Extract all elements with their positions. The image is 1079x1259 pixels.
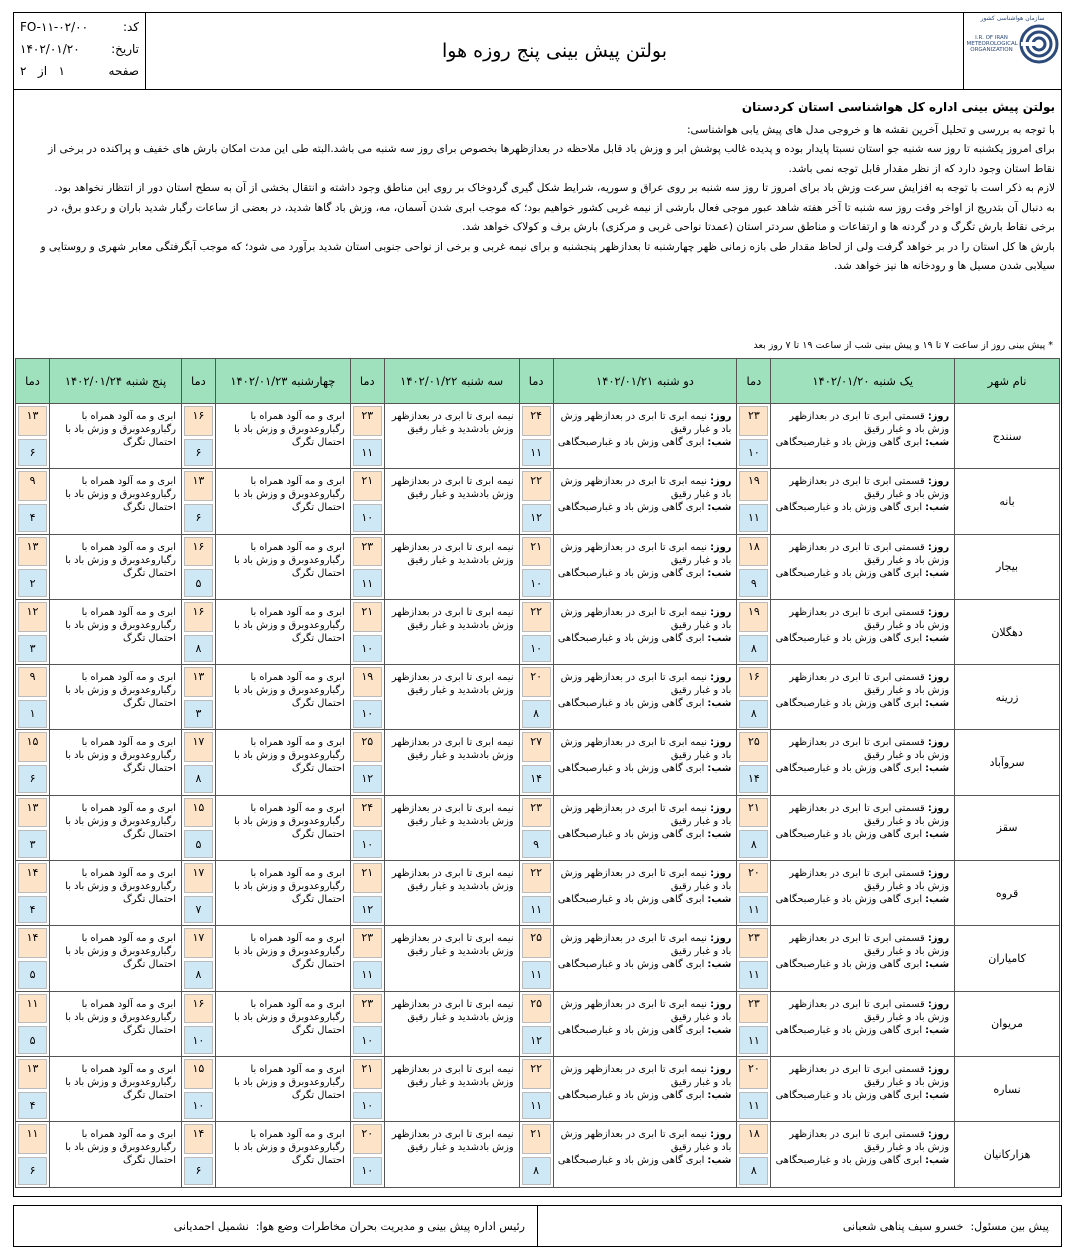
forecast-desc: ابری و مه آلود همراه با رگباروعدوبرق و وزش باد با احتمال تگرگ bbox=[234, 541, 345, 579]
min-temp: ۱۰ bbox=[522, 569, 551, 597]
forecast-desc: روز: قسمتی ابری تا ابری در بعدازظهر وزش باد و غبار رقیق شب: ابری گاهی وزش باد و غبارصبحگاهی bbox=[775, 672, 950, 710]
max-temp: ۱۶ bbox=[184, 537, 213, 567]
col-temp: دما bbox=[16, 359, 50, 404]
forecast-desc: ابری و مه آلود همراه با رگباروعدوبرق و وزش باد با احتمال تگرگ bbox=[65, 476, 176, 514]
max-temp: ۱۷ bbox=[184, 732, 213, 762]
city-name: زرینه bbox=[955, 665, 1060, 730]
col-day4: چهارشنبه ۱۴۰۲/۰۱/۲۳ bbox=[215, 359, 350, 404]
forecast-desc: روز: نیمه ابری تا ابری در بعدازظهر وزش باد و غبار رقیق شب: ابری گاهی وزش باد و غبارصبحگاهی bbox=[557, 1063, 732, 1101]
forecast-desc: روز: نیمه ابری تا ابری در بعدازظهر وزش باد و غبار رقیق شب: ابری گاهی وزش باد و غبارصبحگاهی bbox=[557, 737, 732, 775]
max-temp: ۱۸ bbox=[739, 1124, 768, 1154]
max-temp: ۱۶ bbox=[184, 602, 213, 632]
min-temp: ۸ bbox=[739, 1157, 768, 1185]
col-city: نام شهر bbox=[955, 359, 1060, 404]
min-temp: ۱۲ bbox=[522, 1026, 551, 1054]
forecast-desc: روز: نیمه ابری تا ابری در بعدازظهر وزش باد و غبار رقیق شب: ابری گاهی وزش باد و غبارصبحگاهی bbox=[557, 541, 732, 579]
min-temp: ۱۱ bbox=[739, 504, 768, 532]
forecast-desc: روز: قسمتی ابری تا ابری در بعدازظهر وزش باد و غبار رقیق شب: ابری گاهی وزش باد و غبارصبحگاهی bbox=[775, 737, 950, 775]
max-temp: ۱۴ bbox=[18, 863, 47, 893]
min-temp: ۱۴ bbox=[739, 765, 768, 793]
max-temp: ۲۷ bbox=[522, 732, 551, 762]
max-temp: ۱۱ bbox=[18, 994, 47, 1024]
min-temp: ۱۰ bbox=[522, 635, 551, 663]
min-temp: ۱۱ bbox=[522, 1092, 551, 1120]
forecast-desc: روز: قسمتی ابری تا ابری در بعدازظهر وزش باد و غبار رقیق شب: ابری گاهی وزش باد و غبارصبحگاهی bbox=[775, 541, 950, 579]
min-temp: ۱۰ bbox=[353, 1026, 382, 1054]
min-temp: ۱۱ bbox=[522, 961, 551, 989]
city-name: دهگلان bbox=[955, 599, 1060, 664]
col-day1: یک شنبه ۱۴۰۲/۰۱/۲۰ bbox=[771, 359, 955, 404]
max-temp: ۲۳ bbox=[522, 798, 551, 828]
min-temp: ۱۰ bbox=[184, 1026, 213, 1054]
date-label: تاریخ: bbox=[111, 42, 139, 56]
min-temp: ۶ bbox=[18, 765, 47, 793]
min-temp: ۱۰ bbox=[353, 830, 382, 858]
forecast-desc: نیمه ابری تا ابری در بعدازظهر وزش بادشدید و غبار رقیق bbox=[391, 998, 514, 1023]
min-temp: ۸ bbox=[739, 635, 768, 663]
forecast-desc: ابری و مه آلود همراه با رگباروعدوبرق و وزش باد با احتمال تگرگ bbox=[65, 672, 176, 710]
forecast-desc: نیمه ابری تا ابری در بعدازظهر وزش بادشدید و غبار رقیق bbox=[391, 476, 514, 501]
max-temp: ۱۳ bbox=[184, 667, 213, 697]
paragraph: به دنبال آن بتدریج از اواخر وقت روز سه شنبه تا آخر هفته شاهد عبور موجی فعال بارشی از نیمه غربی کشور خواهیم بود؛ که موجب ابری شدن آسمان، مه، وزش باد گاها شدید، در بعضی از ساعات رگبار شدید باران و رعدو برق، در برخی نقاط بارش تگرگ و در گردنه ها و ارتفاعات و مناطق سردتر استان (عمدتا نواحی غربی و مرکزی) بارش برف و کولاک خواهد شد. bbox=[47, 201, 1055, 233]
min-temp: ۱۲ bbox=[353, 896, 382, 924]
max-temp: ۱۴ bbox=[18, 928, 47, 958]
min-temp: ۵ bbox=[18, 1026, 47, 1054]
max-temp: ۱۳ bbox=[18, 798, 47, 828]
min-temp: ۱۰ bbox=[353, 635, 382, 663]
forecast-desc: نیمه ابری تا ابری در بعدازظهر وزش بادشدید و غبار رقیق bbox=[391, 672, 514, 697]
min-temp: ۸ bbox=[739, 700, 768, 728]
min-temp: ۱۰ bbox=[739, 439, 768, 467]
forecast-desc: ابری و مه آلود همراه با رگباروعدوبرق و وزش باد با احتمال تگرگ bbox=[234, 476, 345, 514]
forecast-desc: ابری و مه آلود همراه با رگباروعدوبرق و وزش باد با احتمال تگرگ bbox=[234, 411, 345, 448]
logo-en-text: I.R. OF IRAN METEOROLOGICAL ORGANIZATION bbox=[966, 35, 1018, 53]
max-temp: ۱۵ bbox=[18, 732, 47, 762]
max-temp: ۲۳ bbox=[739, 994, 768, 1024]
min-temp: ۸ bbox=[184, 635, 213, 663]
table-row bbox=[16, 665, 1060, 730]
min-temp: ۶ bbox=[184, 504, 213, 532]
forecast-desc: ابری و مه آلود همراه با رگباروعدوبرق و وزش باد با احتمال تگرگ bbox=[234, 998, 345, 1036]
city-name: کامیاران bbox=[955, 926, 1060, 991]
max-temp: ۲۵ bbox=[522, 994, 551, 1024]
min-temp: ۱۰ bbox=[353, 1157, 382, 1185]
max-temp: ۱۱ bbox=[18, 1124, 47, 1154]
forecast-desc: ابری و مه آلود همراه با رگباروعدوبرق و وزش باد با احتمال تگرگ bbox=[65, 606, 176, 644]
forecast-table bbox=[15, 358, 1060, 1188]
forecast-desc: نیمه ابری تا ابری در بعدازظهر وزش بادشدید و غبار رقیق bbox=[391, 933, 514, 958]
forecast-desc: نیمه ابری تا ابری در بعدازظهر وزش بادشدید و غبار رقیق bbox=[391, 737, 514, 762]
max-temp: ۱۳ bbox=[18, 406, 47, 436]
bulletin-heading: بولتن پیش بینی اداره کل هواشناسی استان کردستان bbox=[741, 100, 1055, 114]
col-temp: دما bbox=[181, 359, 215, 404]
max-temp: ۲۴ bbox=[353, 798, 382, 828]
forecast-desc: روز: قسمتی ابری تا ابری در بعدازظهر وزش باد و غبار رقیق شب: ابری گاهی وزش باد و غبارصبحگاهی bbox=[775, 868, 950, 906]
forecast-desc: روز: نیمه ابری تا ابری در بعدازظهر وزش باد و غبار رقیق شب: ابری گاهی وزش باد و غبارصبحگاهی bbox=[557, 476, 732, 514]
min-temp: ۱۱ bbox=[522, 439, 551, 467]
bulletin-body bbox=[13, 90, 1062, 1197]
forecast-desc: روز: قسمتی ابری تا ابری در بعدازظهر وزش باد و غبار رقیق شب: ابری گاهی وزش باد و غبارصبحگاهی bbox=[775, 1129, 950, 1167]
max-temp: ۹ bbox=[18, 471, 47, 501]
min-temp: ۱۰ bbox=[353, 700, 382, 728]
max-temp: ۱۳ bbox=[184, 471, 213, 501]
col-temp: دما bbox=[350, 359, 384, 404]
max-temp: ۱۵ bbox=[184, 798, 213, 828]
code-value: FO-۱۱-۰۲/۰۰ bbox=[20, 20, 89, 34]
forecast-desc: ابری و مه آلود همراه با رگباروعدوبرق و وزش باد با احتمال تگرگ bbox=[65, 868, 176, 906]
city-name: بیجار bbox=[955, 534, 1060, 599]
forecast-desc: ابری و مه آلود همراه با رگباروعدوبرق و وزش باد با احتمال تگرگ bbox=[65, 411, 176, 448]
max-temp: ۱۶ bbox=[184, 406, 213, 436]
max-temp: ۱۴ bbox=[184, 1124, 213, 1154]
min-temp: ۴ bbox=[18, 896, 47, 924]
table-header-row bbox=[16, 359, 1060, 404]
max-temp: ۲۵ bbox=[739, 732, 768, 762]
forecast-desc: ابری و مه آلود همراه با رگباروعدوبرق و وزش باد با احتمال تگرگ bbox=[234, 868, 345, 906]
col-temp: دما bbox=[519, 359, 553, 404]
forecast-desc: روز: قسمتی ابری تا ابری در بعدازظهر وزش باد و غبار رقیق شب: ابری گاهی وزش باد و غبارصبحگاهی bbox=[775, 411, 950, 448]
forecast-desc: ابری و مه آلود همراه با رگباروعدوبرق و وزش باد با احتمال تگرگ bbox=[234, 672, 345, 710]
col-temp: دما bbox=[737, 359, 771, 404]
max-temp: ۲۲ bbox=[522, 863, 551, 893]
forecast-desc: روز: قسمتی ابری تا ابری در بعدازظهر وزش باد و غبار رقیق شب: ابری گاهی وزش باد و غبارصبحگاهی bbox=[775, 802, 950, 840]
table-row bbox=[16, 991, 1060, 1056]
min-temp: ۱۱ bbox=[353, 961, 382, 989]
forecaster-signature: پیش بین مسئول: خسرو سیف پناهی شعبانی bbox=[537, 1206, 1061, 1246]
max-temp: ۱۶ bbox=[184, 994, 213, 1024]
table-row bbox=[16, 1056, 1060, 1121]
paragraph: لازم به ذکر است با توجه به افزایش سرعت وزش باد برای امروز تا روز سه شنبه بر روی عراق و سوریه، شرایط شکل گیری گردوخاک بر روی این مناطق وجود داشته و انتقال بخشی از آن به سطح استان دور از انتظار نخواهد بود. bbox=[54, 182, 1055, 194]
paragraph: با توجه به بررسی و تحلیل آخرین نقشه ها و خروجی مدل های پیش یابی هواشناسی: bbox=[686, 123, 1055, 136]
min-temp: ۷ bbox=[184, 896, 213, 924]
forecast-desc: ابری و مه آلود همراه با رگباروعدوبرق و وزش باد با احتمال تگرگ bbox=[65, 933, 176, 971]
min-temp: ۱۱ bbox=[353, 439, 382, 467]
forecast-desc: روز: نیمه ابری تا ابری در بعدازظهر وزش باد و غبار رقیق شب: ابری گاهی وزش باد و غبارصبحگاهی bbox=[557, 1129, 732, 1167]
forecast-desc: ابری و مه آلود همراه با رگباروعدوبرق و وزش باد با احتمال تگرگ bbox=[234, 737, 345, 775]
forecaster-name: خسرو سیف پناهی شعبانی bbox=[842, 1219, 964, 1233]
forecast-desc: روز: نیمه ابری تا ابری در بعدازظهر وزش باد و غبار رقیق شب: ابری گاهی وزش باد و غبارصبحگاهی bbox=[557, 606, 732, 644]
min-temp: ۱۱ bbox=[739, 1092, 768, 1120]
chief-name: نشمیل احمدیانی bbox=[173, 1219, 249, 1233]
min-temp: ۱۰ bbox=[184, 1092, 213, 1120]
page-title: بولتن پیش بینی پنج روزه هوا bbox=[145, 13, 963, 89]
min-temp: ۳ bbox=[184, 700, 213, 728]
table-row bbox=[16, 599, 1060, 664]
forecast-desc: ابری و مه آلود همراه با رگباروعدوبرق و وزش باد با احتمال تگرگ bbox=[234, 802, 345, 840]
col-day3: سه شنبه ۱۴۰۲/۰۱/۲۲ bbox=[384, 359, 519, 404]
max-temp: ۲۳ bbox=[353, 537, 382, 567]
table-row bbox=[16, 404, 1060, 469]
forecast-desc: ابری و مه آلود همراه با رگباروعدوبرق و وزش باد با احتمال تگرگ bbox=[65, 737, 176, 775]
forecast-desc: نیمه ابری تا ابری در بعدازظهر وزش بادشدید و غبار رقیق bbox=[391, 1129, 514, 1154]
table-row bbox=[16, 861, 1060, 926]
max-temp: ۲۳ bbox=[353, 928, 382, 958]
table-row bbox=[16, 795, 1060, 860]
page-label: صفحه bbox=[108, 64, 139, 78]
max-temp: ۲۴ bbox=[522, 406, 551, 436]
paragraph: بارش ها کل استان را در بر خواهد گرفت ولی از لحاظ مقدار طی بازه زمانی ظهر چهارشنبه تا بعدازظهر پنجشنبه و برای نیمه غربی و برخی از نواحی جنوبی استان شدید برآورد می شود؛ که موجب آبگرفتگی معابر شهری و روستایی و سیلابی شدن مسیل ها و رودخانه ها نیز خواهد شد. bbox=[40, 240, 1055, 272]
forecast-desc: روز: نیمه ابری تا ابری در بعدازظهر وزش باد و غبار رقیق شب: ابری گاهی وزش باد و غبارصبحگاهی bbox=[557, 868, 732, 906]
paragraph: برای امروز یکشنبه تا روز سه شنبه جو استان نسبتا پایدار بوده و پدیده غالب پوشش ابر و وزش باد قابل ملاحظه در بعدازظهرها بخصوص برای روز سه شنبه می باشد.البته طی این مدت امکان بارش های خفیف و پراکنده در برخی از نقاط استان وجود دارد که از نظر مقدار قابل توجه نمی باشد. bbox=[48, 143, 1055, 175]
max-temp: ۲۵ bbox=[353, 732, 382, 762]
forecast-desc: ابری و مه آلود همراه با رگباروعدوبرق و وزش باد با احتمال تگرگ bbox=[234, 1129, 345, 1167]
max-temp: ۱۹ bbox=[739, 602, 768, 632]
min-temp: ۳ bbox=[18, 830, 47, 858]
max-temp: ۲۱ bbox=[353, 863, 382, 893]
max-temp: ۱۵ bbox=[184, 1059, 213, 1089]
table-row bbox=[16, 1122, 1060, 1187]
min-temp: ۱۴ bbox=[522, 765, 551, 793]
forecast-desc: نیمه ابری تا ابری در بعدازظهر وزش بادشدید و غبار رقیق bbox=[391, 802, 514, 827]
min-temp: ۴ bbox=[18, 1092, 47, 1120]
city-name: بانه bbox=[955, 469, 1060, 534]
forecast-time-note: * پیش بینی روز از ساعت ۷ تا ۱۹ و پیش بینی شب از ساعت ۱۹ تا ۷ روز بعد bbox=[753, 340, 1053, 351]
max-temp: ۲۲ bbox=[522, 1059, 551, 1089]
city-name: هزارکانیان bbox=[955, 1122, 1060, 1187]
col-day5: پنج شنبه ۱۴۰۲/۰۱/۲۴ bbox=[50, 359, 182, 404]
code-label: کد: bbox=[122, 20, 139, 34]
min-temp: ۶ bbox=[184, 1157, 213, 1185]
max-temp: ۲۰ bbox=[522, 667, 551, 697]
max-temp: ۱۹ bbox=[739, 471, 768, 501]
forecast-desc: روز: نیمه ابری تا ابری در بعدازظهر وزش باد و غبار رقیق شب: ابری گاهی وزش باد و غبارصبحگاهی bbox=[557, 998, 732, 1036]
min-temp: ۹ bbox=[522, 830, 551, 858]
meteorological-organization-logo-icon bbox=[1019, 22, 1059, 66]
max-temp: ۲۱ bbox=[353, 471, 382, 501]
forecast-desc: ابری و مه آلود همراه با رگباروعدوبرق و وزش باد با احتمال تگرگ bbox=[65, 802, 176, 840]
chief-signature: رئیس اداره پیش بینی و مدیریت بحران مخاطرات وضع هوا: نشمیل احمدیانی bbox=[173, 1219, 525, 1233]
min-temp: ۹ bbox=[739, 569, 768, 597]
max-temp: ۲۱ bbox=[522, 537, 551, 567]
min-temp: ۱۲ bbox=[353, 765, 382, 793]
col-day2: دو شنبه ۱۴۰۲/۰۱/۲۱ bbox=[553, 359, 737, 404]
city-name: قروه bbox=[955, 861, 1060, 926]
bulletin-header bbox=[13, 12, 1062, 90]
min-temp: ۵ bbox=[184, 830, 213, 858]
logo-fa-text: سازمان هواشناسی کشور bbox=[980, 15, 1045, 22]
forecast-desc: روز: نیمه ابری تا ابری در بعدازظهر وزش باد و غبار رقیق شب: ابری گاهی وزش باد و غبارصبحگاهی bbox=[557, 933, 732, 971]
max-temp: ۲۱ bbox=[522, 1124, 551, 1154]
min-temp: ۱ bbox=[18, 700, 47, 728]
max-temp: ۱۸ bbox=[739, 537, 768, 567]
min-temp: ۸ bbox=[522, 700, 551, 728]
min-temp: ۱۲ bbox=[522, 504, 551, 532]
max-temp: ۲۳ bbox=[739, 928, 768, 958]
forecast-desc: روز: قسمتی ابری تا ابری در بعدازظهر وزش باد و غبار رقیق شب: ابری گاهی وزش باد و غبارصبحگاهی bbox=[775, 476, 950, 514]
signature-footer bbox=[13, 1205, 1062, 1247]
forecast-desc: ابری و مه آلود همراه با رگباروعدوبرق و وزش باد با احتمال تگرگ bbox=[234, 606, 345, 644]
min-temp: ۳ bbox=[18, 635, 47, 663]
forecast-desc: نیمه ابری تا ابری در بعدازظهر وزش بادشدید و غبار رقیق bbox=[391, 606, 514, 631]
max-temp: ۱۷ bbox=[184, 863, 213, 893]
forecast-desc: روز: قسمتی ابری تا ابری در بعدازظهر وزش باد و غبار رقیق شب: ابری گاهی وزش باد و غبارصبحگاهی bbox=[775, 933, 950, 971]
max-temp: ۲۲ bbox=[522, 602, 551, 632]
max-temp: ۹ bbox=[18, 667, 47, 697]
max-temp: ۱۳ bbox=[18, 1059, 47, 1089]
forecast-desc: ابری و مه آلود همراه با رگباروعدوبرق و وزش باد با احتمال تگرگ bbox=[65, 998, 176, 1036]
max-temp: ۲۳ bbox=[739, 406, 768, 436]
forecast-desc: روز: قسمتی ابری تا ابری در بعدازظهر وزش باد و غبار رقیق شب: ابری گاهی وزش باد و غبارصبحگاهی bbox=[775, 606, 950, 644]
max-temp: ۱۶ bbox=[739, 667, 768, 697]
max-temp: ۱۳ bbox=[18, 537, 47, 567]
min-temp: ۱۱ bbox=[739, 1026, 768, 1054]
forecast-desc: روز: قسمتی ابری تا ابری در بعدازظهر وزش باد و غبار رقیق شب: ابری گاهی وزش باد و غبارصبحگاهی bbox=[775, 998, 950, 1036]
city-name: سنندج bbox=[955, 404, 1060, 469]
city-name: سقز bbox=[955, 795, 1060, 860]
table-row bbox=[16, 926, 1060, 991]
min-temp: ۸ bbox=[522, 1157, 551, 1185]
max-temp: ۱۲ bbox=[18, 602, 47, 632]
forecast-desc: ابری و مه آلود همراه با رگباروعدوبرق و وزش باد با احتمال تگرگ bbox=[234, 933, 345, 971]
forecast-desc: نیمه ابری تا ابری در بعدازظهر وزش بادشدید و غبار رقیق bbox=[391, 411, 514, 435]
min-temp: ۱۱ bbox=[739, 961, 768, 989]
city-name: سروآباد bbox=[955, 730, 1060, 795]
city-name: نساره bbox=[955, 1056, 1060, 1121]
max-temp: ۱۷ bbox=[184, 928, 213, 958]
forecast-desc: ابری و مه آلود همراه با رگباروعدوبرق و وزش باد با احتمال تگرگ bbox=[234, 1063, 345, 1101]
max-temp: ۲۰ bbox=[739, 1059, 768, 1089]
document-meta bbox=[14, 13, 145, 89]
forecast-desc: روز: نیمه ابری تا ابری در بعدازظهر وزش باد و غبار رقیق شب: ابری گاهی وزش باد و غبارصبحگاهی bbox=[557, 672, 732, 710]
forecast-desc: روز: نیمه ابری تا ابری در بعدازظهر وزش باد و غبار رقیق شب: ابری گاهی وزش باد و غبارصبحگاهی bbox=[557, 802, 732, 840]
table-row bbox=[16, 534, 1060, 599]
forecast-desc: ابری و مه آلود همراه با رگباروعدوبرق و وزش باد با احتمال تگرگ bbox=[65, 1129, 176, 1167]
min-temp: ۶ bbox=[18, 1157, 47, 1185]
min-temp: ۵ bbox=[18, 961, 47, 989]
table-row bbox=[16, 730, 1060, 795]
city-name: مریوان bbox=[955, 991, 1060, 1056]
page-number: ۱ از ۲ bbox=[20, 64, 65, 78]
logo bbox=[963, 13, 1061, 89]
max-temp: ۲۵ bbox=[522, 928, 551, 958]
min-temp: ۱۱ bbox=[353, 569, 382, 597]
forecast-desc: روز: نیمه ابری تا ابری در بعدازظهر وزش باد و غبار رقیق شب: ابری گاهی وزش باد و غبارصبحگاهی bbox=[557, 411, 732, 448]
max-temp: ۱۹ bbox=[353, 667, 382, 697]
min-temp: ۸ bbox=[184, 961, 213, 989]
min-temp: ۴ bbox=[18, 504, 47, 532]
min-temp: ۱۰ bbox=[353, 1092, 382, 1120]
min-temp: ۶ bbox=[184, 439, 213, 467]
max-temp: ۲۱ bbox=[739, 798, 768, 828]
max-temp: ۲۳ bbox=[353, 406, 382, 436]
max-temp: ۲۱ bbox=[353, 1059, 382, 1089]
min-temp: ۸ bbox=[739, 830, 768, 858]
min-temp: ۶ bbox=[18, 439, 47, 467]
table-row bbox=[16, 469, 1060, 534]
max-temp: ۲۲ bbox=[522, 471, 551, 501]
min-temp: ۱۰ bbox=[353, 504, 382, 532]
min-temp: ۱۱ bbox=[522, 896, 551, 924]
forecast-desc: ابری و مه آلود همراه با رگباروعدوبرق و وزش باد با احتمال تگرگ bbox=[65, 541, 176, 579]
max-temp: ۲۰ bbox=[739, 863, 768, 893]
min-temp: ۲ bbox=[18, 569, 47, 597]
max-temp: ۲۳ bbox=[353, 994, 382, 1024]
date-value: ۱۴۰۲/۰۱/۲۰ bbox=[20, 42, 80, 56]
forecast-desc: نیمه ابری تا ابری در بعدازظهر وزش بادشدید و غبار رقیق bbox=[391, 541, 514, 566]
forecast-desc: روز: قسمتی ابری تا ابری در بعدازظهر وزش باد و غبار رقیق شب: ابری گاهی وزش باد و غبارصبحگاهی bbox=[775, 1063, 950, 1101]
min-temp: ۱۱ bbox=[739, 896, 768, 924]
forecast-desc: نیمه ابری تا ابری در بعدازظهر وزش بادشدید و غبار رقیق bbox=[391, 868, 514, 893]
forecast-desc: ابری و مه آلود همراه با رگباروعدوبرق و وزش باد با احتمال تگرگ bbox=[65, 1063, 176, 1101]
max-temp: ۲۱ bbox=[353, 602, 382, 632]
bulletin-text bbox=[14, 90, 1061, 277]
forecast-desc: نیمه ابری تا ابری در بعدازظهر وزش بادشدید و غبار رقیق bbox=[391, 1063, 514, 1088]
max-temp: ۲۰ bbox=[353, 1124, 382, 1154]
min-temp: ۸ bbox=[184, 765, 213, 793]
min-temp: ۵ bbox=[184, 569, 213, 597]
